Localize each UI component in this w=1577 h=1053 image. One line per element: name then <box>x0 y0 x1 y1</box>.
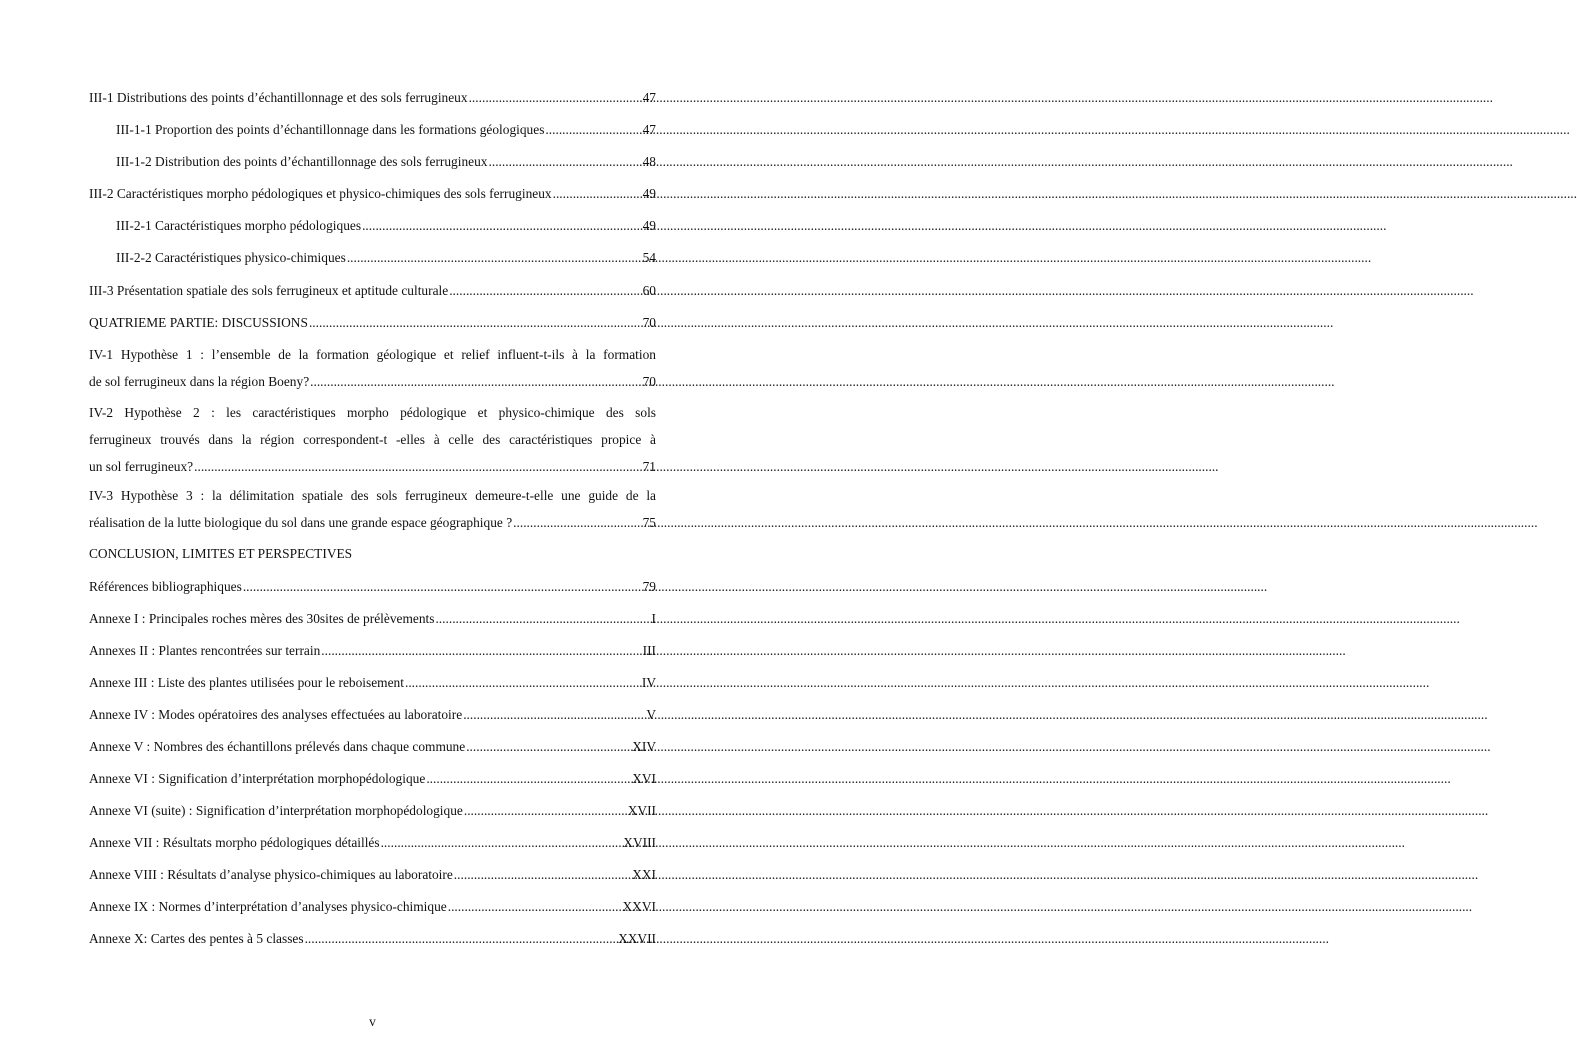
toc-entry[interactable] <box>116 212 656 239</box>
toc-dot-leader <box>426 765 631 792</box>
toc-dot-leader <box>466 733 631 760</box>
toc-dot-leader <box>381 829 623 856</box>
toc-entry[interactable] <box>89 797 656 824</box>
toc-page-number: 47 <box>642 122 656 137</box>
toc-page-number: 48 <box>642 154 656 169</box>
toc-entry-title: Annexe VI (suite) : Signification d’interprétation morphopédologique <box>89 803 463 818</box>
toc-entry-title-line: de sol ferrugineux dans la région Boeny? <box>89 374 310 389</box>
toc-entry-title: Annexe V : Nombres des échantillons prélevés dans chaque commune <box>89 739 466 754</box>
toc-page-number: 70 <box>642 374 656 389</box>
toc-page-number: XXVI <box>622 899 656 914</box>
toc-entry[interactable] <box>89 733 656 760</box>
page-number-footer: v <box>369 1014 376 1029</box>
toc-entry-title: III-1-2 Distribution des points d’échantillonnage des sols ferrugineux <box>116 154 488 169</box>
toc-dot-leader <box>449 277 641 304</box>
toc-page-number: 54 <box>642 250 656 265</box>
toc-page-number: XVII <box>627 803 656 818</box>
toc-page-number: 75 <box>642 515 656 530</box>
toc-entry-title: Annexe VII : Résultats morpho pédologiques détaillés <box>89 835 380 850</box>
toc-entry[interactable] <box>89 605 656 632</box>
toc-entry-title: Annexe VI : Signification d’interprétation morphopédologique <box>89 771 426 786</box>
toc-entry-title-line: réalisation de la lutte biologique du sol dans une grande espace géographique ? <box>89 515 513 530</box>
toc-entry-title: Annexe X: Cartes des pentes à 5 classes <box>89 931 304 946</box>
toc-dot-leader <box>309 309 642 336</box>
toc-page-number: I <box>651 611 656 626</box>
toc-entry-title: III-2-2 Caractéristiques physico-chimiques <box>116 250 346 265</box>
toc-entry[interactable] <box>89 341 656 395</box>
toc-entry-title: Annexes II : Plantes rencontrées sur terrain <box>89 643 321 658</box>
toc-page-number: III <box>642 643 656 658</box>
toc-entry[interactable] <box>89 669 656 696</box>
toc-dot-leader <box>448 893 622 920</box>
toc-page-number: 60 <box>642 283 656 298</box>
toc-entry[interactable] <box>89 765 656 792</box>
toc-entry[interactable] <box>89 399 656 480</box>
toc-entry-title-line: ferrugineux trouvés dans la région correspondent-t -elles à celle des caractéristiques propice à <box>89 432 656 447</box>
toc-dot-leader <box>513 509 641 536</box>
toc-page-number: V <box>646 707 656 722</box>
toc-page-number: XXI <box>632 867 656 882</box>
toc-dot-leader <box>194 453 641 480</box>
toc-dot-leader <box>243 573 642 600</box>
toc-entry[interactable] <box>116 244 656 271</box>
toc-page-number: XVI <box>632 771 656 786</box>
toc-entry-title: Annexe VIII : Résultats d’analyse physico-chimiques au laboratoire <box>89 867 453 882</box>
toc-entry[interactable] <box>89 84 656 111</box>
toc-entry[interactable] <box>89 701 656 728</box>
toc-entry-title: III-2-1 Caractéristiques morpho pédologiques <box>116 218 362 233</box>
toc-entry[interactable] <box>89 893 656 920</box>
toc-entry-title-line: un sol ferrugineux? <box>89 459 194 474</box>
toc-entry-title: III-2 Caractéristiques morpho pédologiques et physico-chimiques des sols ferrugineux <box>89 186 552 201</box>
toc-dot-leader <box>464 797 627 824</box>
toc-dot-leader <box>553 180 642 207</box>
toc-entry[interactable] <box>89 482 656 536</box>
toc-entry-title: Annexe IV : Modes opératoires des analyses effectuées au laboratoire <box>89 707 463 722</box>
toc-entry-title: QUATRIEME PARTIE: DISCUSSIONS <box>89 315 308 330</box>
toc-entry[interactable] <box>116 116 656 143</box>
toc-dot-leader <box>405 669 641 696</box>
toc-dot-leader <box>435 605 650 632</box>
toc-dot-leader <box>454 861 631 888</box>
toc-dot-leader <box>489 148 642 175</box>
toc-dot-leader <box>310 368 641 395</box>
toc-entry-title: Annexe I : Principales roches mères des 30sites de prélèvements <box>89 611 435 626</box>
toc-dot-leader <box>463 701 645 728</box>
toc-dot-leader <box>347 244 642 271</box>
toc-dot-leader <box>305 925 618 952</box>
toc-entry[interactable] <box>89 573 656 600</box>
toc-entry-title: Annexe III : Liste des plantes utilisées pour le reboisement <box>89 675 404 690</box>
toc-page-number: 49 <box>642 218 656 233</box>
toc-dot-leader <box>545 116 641 143</box>
toc-entry-title-line: IV-1 Hypothèse 1 : l’ensemble de la formation géologique et relief influent-t-ils à la formation <box>89 347 656 362</box>
toc-page-number: XVIII <box>623 835 656 850</box>
toc-dot-leader <box>362 212 642 239</box>
toc-entry-title: III-1 Distributions des points d’échantillonnage et des sols ferrugineux <box>89 90 468 105</box>
toc-page-number: 71 <box>642 459 656 474</box>
toc-page-number: IV <box>641 675 656 690</box>
toc-entry[interactable] <box>89 829 656 856</box>
toc-entry-title: III-1-1 Proportion des points d’échantillonnage dans les formations géologiques <box>116 122 545 137</box>
toc-entry-title: Références bibliographiques <box>89 579 242 594</box>
table-of-contents <box>89 0 656 1053</box>
toc-entry[interactable] <box>89 861 656 888</box>
toc-page-number: 49 <box>642 186 656 201</box>
toc-entry[interactable] <box>89 637 656 664</box>
toc-entry-title: III-3 Présentation spatiale des sols ferrugineux et aptitude culturale <box>89 283 449 298</box>
toc-entry-title-line: IV-3 Hypothèse 3 : la délimitation spatiale des sols ferrugineux demeure-t-elle une guide de la <box>89 488 656 503</box>
toc-entry[interactable] <box>89 180 656 207</box>
toc-entry-title: CONCLUSION, LIMITES ET PERSPECTIVES <box>89 546 353 561</box>
toc-dot-leader <box>469 84 642 111</box>
toc-entry-title: Annexe IX : Normes d’interprétation d’analyses physico-chimique <box>89 899 447 914</box>
toc-page-number: 70 <box>642 315 656 330</box>
toc-dot-leader <box>321 637 641 664</box>
toc-entry[interactable] <box>89 309 656 336</box>
toc-page-number: XXVII <box>618 931 656 946</box>
toc-page-number: XIV <box>632 739 656 754</box>
toc-page-number: 79 <box>642 579 656 594</box>
toc-entry[interactable] <box>89 540 656 567</box>
toc-entry[interactable] <box>116 148 656 175</box>
toc-entry[interactable] <box>89 925 656 952</box>
toc-entry[interactable] <box>89 277 656 304</box>
toc-entry-title-line: IV-2 Hypothèse 2 : les caractéristiques morpho pédologique et physico-chimique des sols <box>89 405 656 420</box>
toc-page-number: 47 <box>642 90 656 105</box>
